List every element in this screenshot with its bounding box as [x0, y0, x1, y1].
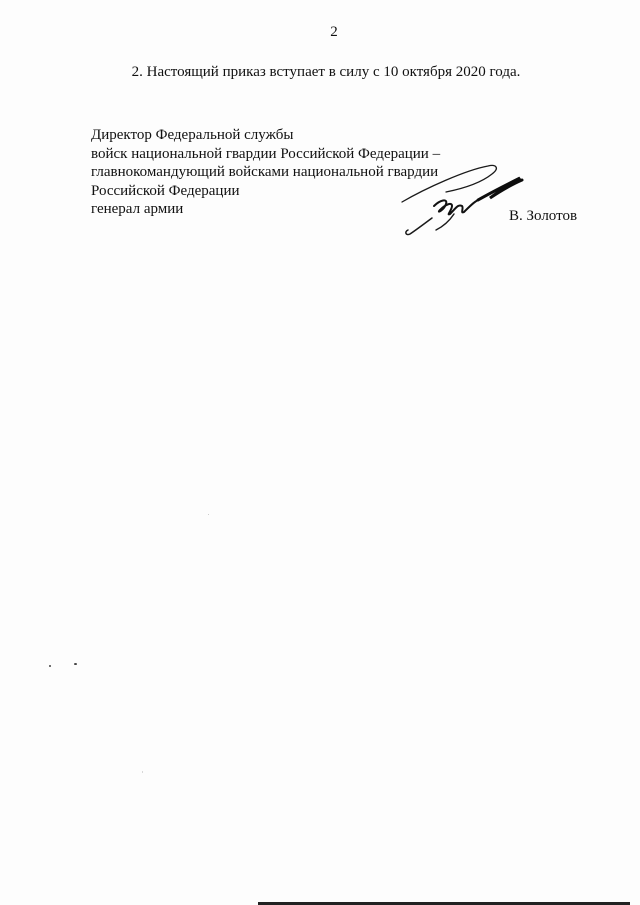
scan-speck [74, 663, 77, 665]
signatory-title-line: Российской Федерации [91, 182, 240, 199]
signatory-title-line: главнокомандующий войсками национальной гвардии [91, 164, 439, 180]
scan-speck [208, 514, 209, 515]
page-number: 2 [330, 24, 338, 40]
signatory-name: В. Золотов [509, 208, 578, 224]
clause-text: 2. Настоящий приказ вступает в силу с 10 октября 2020 года. [131, 64, 521, 80]
signatory-title-block [91, 126, 440, 219]
signatory-rank: генерал армии [91, 201, 184, 217]
handwritten-signature [396, 158, 526, 240]
scan-speck [49, 665, 51, 667]
signatory-title-line: войск национальной гвардии Российской Федерации – [91, 145, 441, 162]
signatory-title-line: Директор Федеральной службы [91, 127, 294, 143]
scan-speck [142, 771, 143, 773]
